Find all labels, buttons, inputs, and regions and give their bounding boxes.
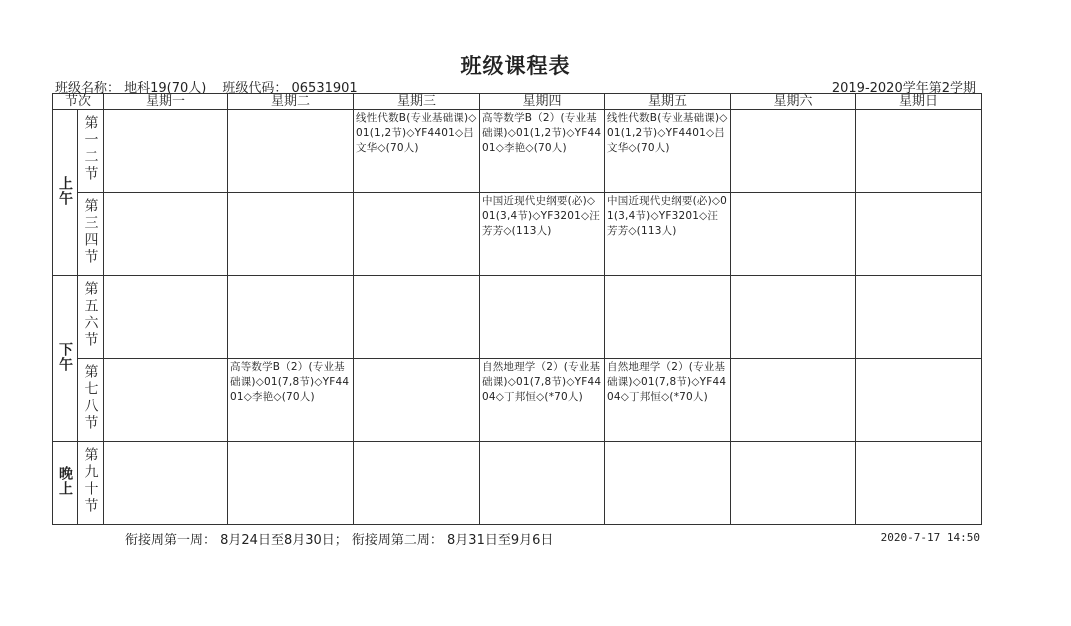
slot-label: 第一二节 — [78, 110, 104, 193]
course-cell — [104, 276, 228, 359]
session-morning: 上午 — [53, 110, 78, 276]
course-cell — [480, 110, 605, 193]
session-evening: 晚上 — [53, 442, 78, 525]
course-cell — [104, 359, 228, 442]
course-cell — [856, 110, 982, 193]
course-cell — [731, 276, 856, 359]
course-cell — [731, 442, 856, 525]
table-row — [53, 276, 982, 359]
course-cell — [605, 193, 731, 276]
course-cell — [354, 193, 480, 276]
course-cell — [605, 442, 731, 525]
course-cell — [104, 193, 228, 276]
course-cell — [605, 359, 731, 442]
slot-label: 第五六节 — [78, 276, 104, 359]
course-entry: 自然地理学（2）(专业基础课)◇01(7,8节)◇YF4404◇丁邦恒◇(*70人) — [482, 361, 602, 403]
term: 2019-2020学年第2学期 — [831, 81, 976, 96]
course-entry: 线性代数B(专业基础课)◇01(1,2节)◇YF4401◇吕文华◇(70人) — [356, 112, 477, 154]
course-cell — [354, 110, 480, 193]
course-cell — [480, 193, 605, 276]
course-entry: 高等数学B（2）(专业基础课)◇01(1,2节)◇YF4401◇李艳◇(70人) — [482, 112, 602, 154]
print-timestamp: 2020-7-17 14:50 — [880, 531, 980, 544]
page-title: 班级课程表 — [460, 54, 571, 78]
bridging-week-note: 衔接周第一周： 8月24日至8月30日； 衔接周第二周： 8月31日至9月6日 — [125, 533, 554, 548]
course-cell — [354, 442, 480, 525]
course-entry: 中国近现代史纲要(必)◇01(3,4节)◇YF3201◇汪芳芳◇(113人) — [482, 195, 600, 237]
header-row — [53, 94, 982, 110]
course-cell — [856, 276, 982, 359]
slot-label: 第七八节 — [78, 359, 104, 442]
course-cell — [228, 193, 354, 276]
course-cell — [354, 276, 480, 359]
class-code: 班级代码： 06531901 — [222, 81, 358, 96]
course-cell — [731, 110, 856, 193]
course-entry: 中国近现代史纲要(必)◇01(3,4节)◇YF3201◇汪芳芳◇(113人) — [607, 195, 728, 237]
course-cell — [605, 276, 731, 359]
timetable — [52, 93, 982, 525]
course-cell — [104, 442, 228, 525]
course-entry: 自然地理学（2）(专业基础课)◇01(7,8节)◇YF4404◇丁邦恒◇(*70人) — [607, 361, 727, 403]
table-row — [53, 442, 982, 525]
header-day: 星期一 — [104, 94, 228, 110]
course-cell — [228, 276, 354, 359]
course-entry: 高等数学B（2）(专业基础课)◇01(7,8节)◇YF4401◇李艳◇(70人) — [230, 361, 350, 403]
course-entry: 线性代数B(专业基础课)◇01(1,2节)◇YF4401◇吕文华◇(70人) — [607, 112, 728, 154]
course-cell — [731, 359, 856, 442]
slot-label: 第九十节 — [78, 442, 104, 525]
course-cell — [605, 110, 731, 193]
course-cell — [480, 276, 605, 359]
header-day: 星期日 — [856, 94, 982, 110]
course-cell — [856, 442, 982, 525]
table-row — [53, 359, 982, 442]
session-afternoon: 下午 — [53, 276, 78, 442]
header-day: 星期六 — [731, 94, 856, 110]
header-day: 星期五 — [605, 94, 731, 110]
course-cell — [228, 442, 354, 525]
course-cell — [856, 359, 982, 442]
course-cell — [480, 442, 605, 525]
header-period: 节次 — [53, 94, 104, 110]
table-row — [53, 110, 982, 193]
table-row — [53, 193, 982, 276]
course-cell — [228, 359, 354, 442]
course-cell — [228, 110, 354, 193]
class-name: 班级名称： 地科19(70人) — [55, 81, 207, 96]
course-cell — [856, 193, 982, 276]
header-day: 星期二 — [228, 94, 354, 110]
course-cell — [731, 193, 856, 276]
header-day: 星期四 — [480, 94, 605, 110]
slot-label: 第三四节 — [78, 193, 104, 276]
course-cell — [104, 110, 228, 193]
course-cell — [480, 359, 605, 442]
header-day: 星期三 — [354, 94, 480, 110]
course-cell — [354, 359, 480, 442]
